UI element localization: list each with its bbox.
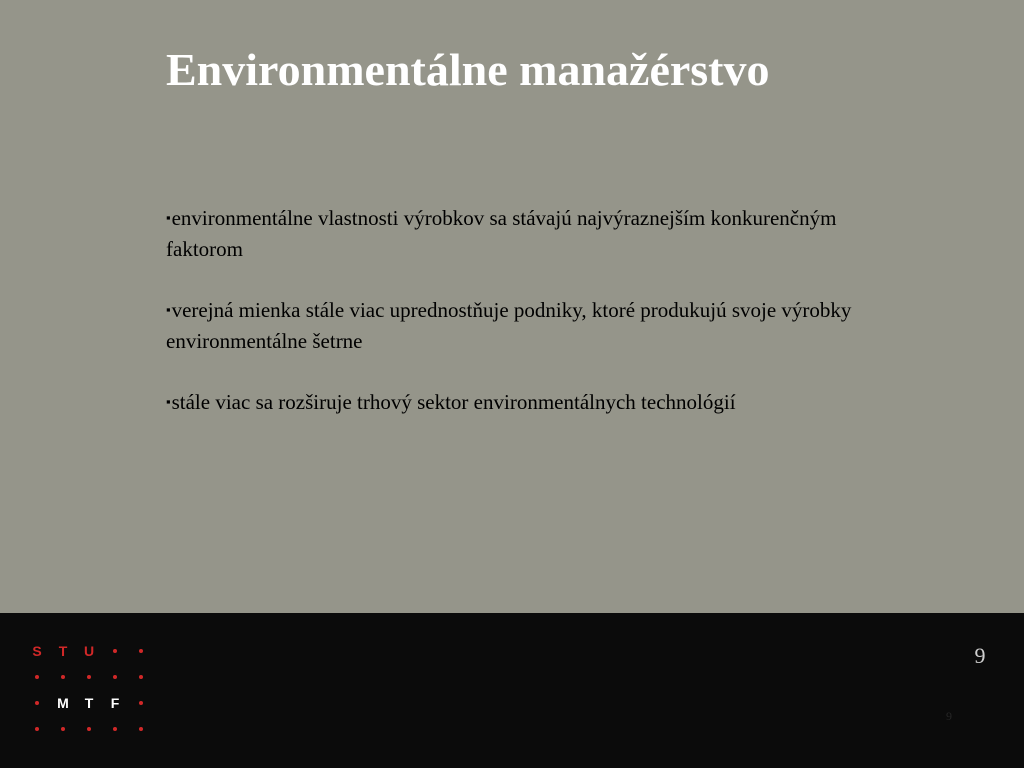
logo-dot-icon — [35, 675, 39, 679]
logo-letter: U — [83, 643, 95, 659]
stu-mtf-logo — [28, 642, 158, 742]
slide-title: Environmentálne manažérstvo — [166, 44, 770, 95]
logo-dot-icon — [35, 727, 39, 731]
logo-dot-icon — [113, 649, 117, 653]
logo-letter: F — [110, 695, 120, 711]
bullet-item — [166, 386, 886, 418]
logo-dot-icon — [139, 701, 143, 705]
logo-dot-icon — [87, 675, 91, 679]
logo-dot-icon — [87, 727, 91, 731]
logo-dot-icon — [113, 727, 117, 731]
logo-dot-icon — [139, 727, 143, 731]
page-number-ghost: 9 — [946, 709, 952, 723]
bullet-text: stále viac sa rozširuje trhový sektor environmentálnych technológií — [171, 390, 736, 414]
logo-dot-icon — [61, 675, 65, 679]
bullet-text: environmentálne vlastnosti výrobkov sa stávajú najvýraznejším konkurenčným faktorom — [166, 206, 837, 261]
logo-dot-icon — [35, 701, 39, 705]
square-bullet-icon: ▪ — [166, 394, 171, 409]
logo-dot-icon — [139, 649, 143, 653]
logo-letter: M — [57, 695, 69, 711]
bullet-item — [166, 202, 886, 265]
logo-letter: S — [32, 643, 42, 659]
page-number: 9 — [974, 643, 986, 668]
bullet-list — [166, 202, 886, 447]
square-bullet-icon: ▪ — [166, 210, 171, 225]
logo-dot-icon — [113, 675, 117, 679]
logo-dot-icon — [139, 675, 143, 679]
logo-dot-icon — [61, 727, 65, 731]
square-bullet-icon: ▪ — [166, 302, 171, 317]
logo-letter: T — [84, 695, 94, 711]
bullet-text: verejná mienka stále viac uprednostňuje podniky, ktoré produkujú svoje výrobky environmentálne šetrne — [166, 298, 852, 353]
bullet-item — [166, 294, 886, 357]
footer-bar — [0, 613, 1024, 768]
logo-letter: T — [58, 643, 68, 659]
